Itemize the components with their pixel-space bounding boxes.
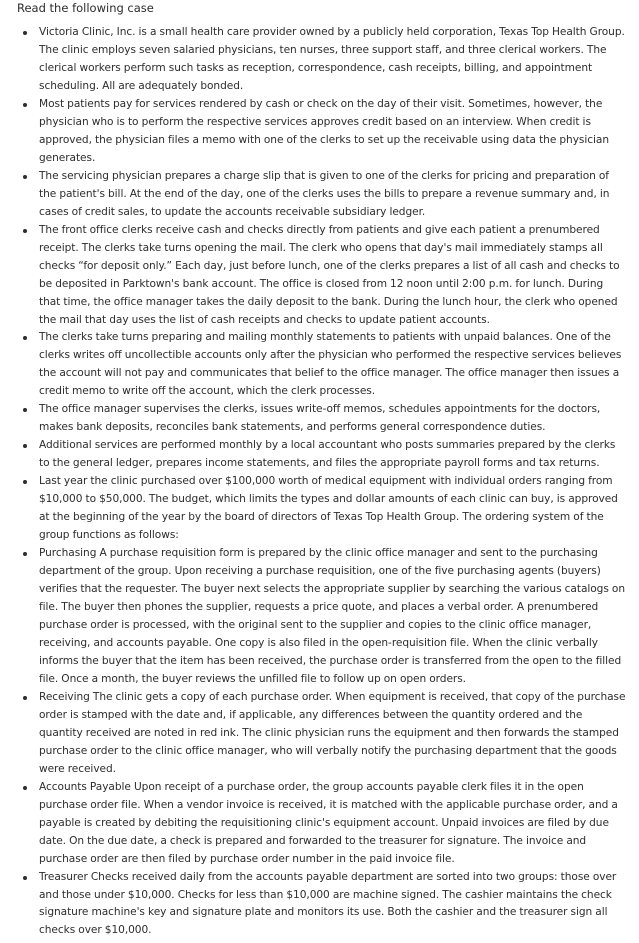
list-item: The front office clerks receive cash and checks directly from patients and give each patient a prenumbered receipt. The clerks take turns opening the mail. The clerk who opens that day's mail immediately stamps all checks “for deposit only.” Each day, just before lunch, one of the clerks prepares a list of all cash and checks to be deposited in Parktown's bank account. The office is closed from 12 noon until 2:00 p.m. for lunch. During that time, the office manager takes the daily deposit to the bank. During the lunch hour, the clerk who opened the mail that day uses the list of cash receipts and checks to update patient accounts. xyxy=(18,222,627,330)
case-bullet-list xyxy=(18,24,627,940)
list-item: Last year the clinic purchased over $100,000 worth of medical equipment with individual orders ranging from $10,000 to $50,000. The budget, which limits the types and dollar amounts of each clinic can buy, is approved at the beginning of the year by the board of directors of Texas Top Health Group. The ordering system of the group functions as follows: xyxy=(18,473,627,545)
list-item: The servicing physician prepares a charge slip that is given to one of the clerks for pricing and preparation of the patient's bill. At the end of the day, one of the clerks uses the bills to prepare a revenue summary and, in cases of credit sales, to update the accounts receivable subsidiary ledger. xyxy=(18,168,627,222)
page-heading: Read the following case xyxy=(17,1,154,15)
list-item: Treasurer Checks received daily from the accounts payable department are sorted into two groups: those over and those under $10,000. Checks for less than $10,000 are machine signed. The cashier maintains the check signature machine's key and signature plate and monitors its use. Both the cashier and the treasurer sign all checks over $10,000. xyxy=(18,869,627,941)
list-item: Most patients pay for services rendered by cash or check on the day of their visit. Sometimes, however, the physician who is to perform the respective services approves credit based on an interview. When credit is approved, the physician files a memo with one of the clerks to set up the receivable using data the physician generates. xyxy=(18,96,627,168)
list-item: Accounts Payable Upon receipt of a purchase order, the group accounts payable clerk files it in the open purchase order file. When a vendor invoice is received, it is matched with the applicable purchase order, and a payable is created by debiting the requisitioning clinic's equipment account. Unpaid invoices are filed by due date. On the due date, a check is prepared and forwarded to the treasurer for signature. The invoice and purchase order are then filed by purchase order number in the paid invoice file. xyxy=(18,779,627,869)
list-item: Purchasing A purchase requisition form is prepared by the clinic office manager and sent to the purchasing department of the group. Upon receiving a purchase requisition, one of the five purchasing agents (buyers) verifies that the requester. The buyer next selects the appropriate supplier by searching the various catalogs on file. The buyer then phones the supplier, requests a price quote, and places a verbal order. A prenumbered purchase order is processed, with the original sent to the supplier and copies to the clinic office manager, receiving, and accounts payable. One copy is also filed in the open-requisition file. When the clinic verbally informs the buyer that the item has been received, the purchase order is transferred from the open to the filled file. Once a month, the buyer reviews the unfilled file to follow up on open orders. xyxy=(18,545,627,689)
list-item: The clerks take turns preparing and mailing monthly statements to patients with unpaid balances. One of the clerks writes off uncollectible accounts only after the physician who performed the respective services believes the account will not pay and communicates that belief to the office manager. The office manager then issues a credit memo to write off the account, which the clerk processes. xyxy=(18,329,627,401)
list-item: Victoria Clinic, Inc. is a small health care provider owned by a publicly held corporation, Texas Top Health Group. The clinic employs seven salaried physicians, ten nurses, three support staff, and three clerical workers. The clerical workers perform such tasks as reception, correspondence, cash receipts, billing, and appointment scheduling. All are adequately bonded. xyxy=(18,24,627,96)
list-item: The office manager supervises the clerks, issues write-off memos, schedules appointments for the doctors, makes bank deposits, reconciles bank statements, and performs general correspondence duties. xyxy=(18,401,627,437)
list-item: Receiving The clinic gets a copy of each purchase order. When equipment is received, that copy of the purchase order is stamped with the date and, if applicable, any differences between the quantity ordered and the quantity received are noted in red ink. The clinic physician runs the equipment and then forwards the stamped purchase order to the clinic office manager, who will verbally notify the purchasing department that the goods were received. xyxy=(18,689,627,779)
list-item: Additional services are performed monthly by a local accountant who posts summaries prepared by the clerks to the general ledger, prepares income statements, and files the appropriate payroll forms and tax returns. xyxy=(18,437,627,473)
